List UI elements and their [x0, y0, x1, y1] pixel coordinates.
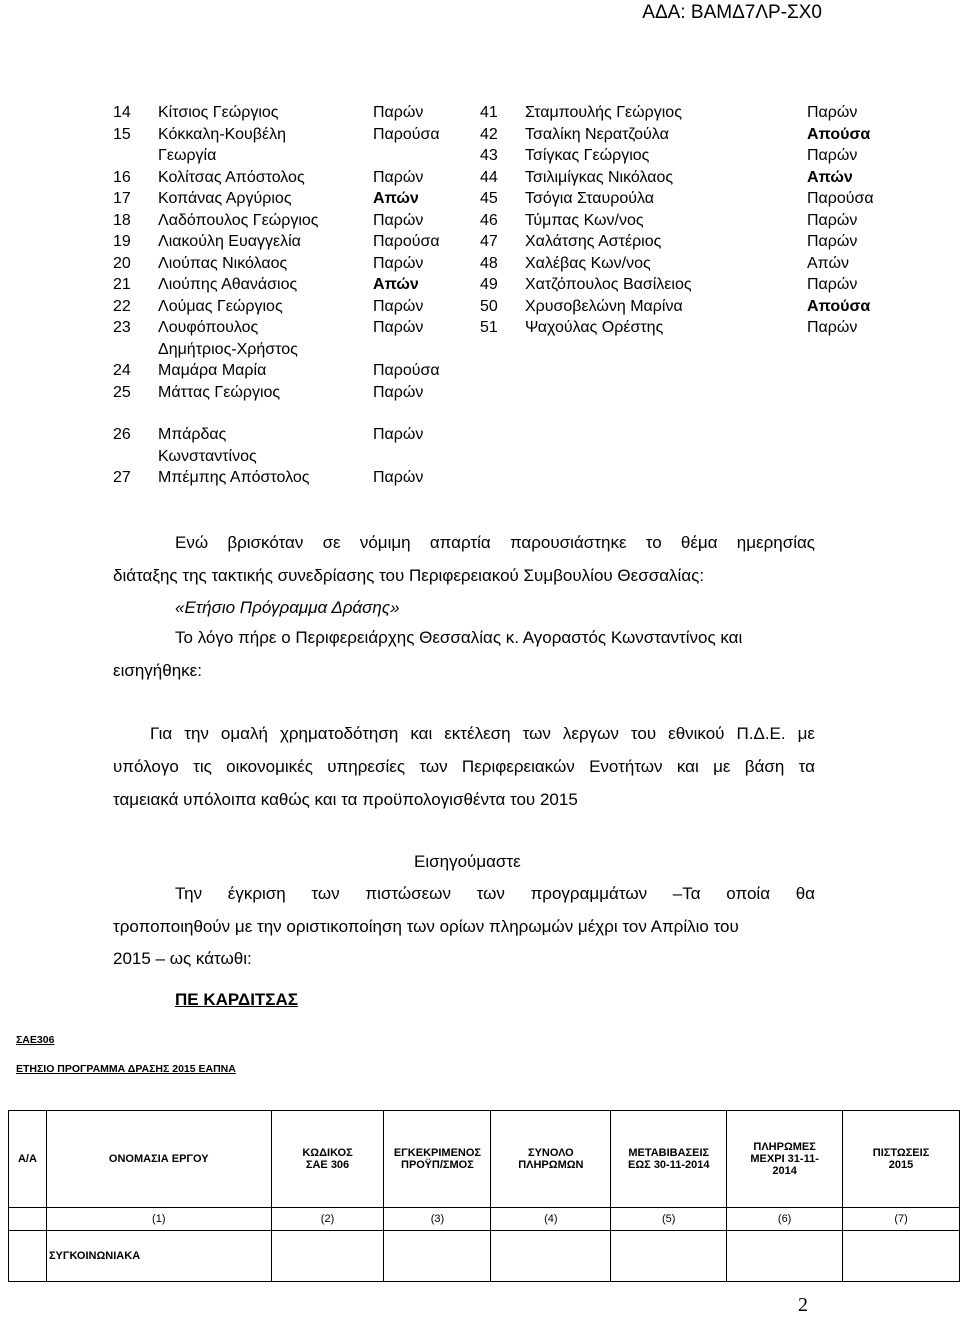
- member-number: 15: [113, 125, 131, 143]
- member-status: Παρών: [807, 147, 858, 164]
- member-name-continued: Γεωργία: [158, 147, 217, 164]
- member-number: 21: [113, 276, 131, 293]
- column-number: (7): [843, 1208, 960, 1231]
- attendance-row: [113, 124, 463, 146]
- member-number: 50: [480, 297, 498, 315]
- member-status: Παρών: [373, 254, 424, 272]
- table-header-cell: [271, 1111, 384, 1208]
- member-status: Παρών: [373, 469, 424, 486]
- table-header-cell: [491, 1111, 611, 1208]
- header-text: ΠΛΗΡΩΜΕΣ: [753, 1141, 816, 1153]
- member-number: 49: [480, 276, 498, 293]
- member-status: Παρών: [373, 383, 424, 401]
- member-status: Παρούσα: [373, 233, 440, 250]
- column-number: (2): [271, 1208, 384, 1231]
- table-header-row: [9, 1111, 960, 1208]
- member-number: 20: [113, 254, 131, 272]
- header-text: ΠΛΗΡΩΜΩΝ: [518, 1159, 584, 1171]
- member-status: Παρών: [807, 276, 858, 293]
- table-header-cell: [46, 1111, 271, 1208]
- table-cell: [727, 1231, 843, 1282]
- topic-title: «Ετήσιο Πρόγραμμα Δράσης»: [175, 598, 400, 617]
- paragraph-speaker-2: εισηγήθηκε:: [113, 661, 202, 680]
- paragraph-funding-1: Για την ομαλή χρηματοδότηση και εκτέλεση των λεργων του εθνικού Π.Δ.Ε. με: [150, 724, 815, 743]
- member-number: 45: [480, 190, 498, 207]
- member-status: Παρούσα: [373, 125, 440, 143]
- attendance-row: [480, 124, 880, 146]
- attendance-row: [113, 382, 463, 404]
- attendance-row: [480, 296, 880, 318]
- member-name: Χαλάτσης Αστέριος: [525, 233, 662, 250]
- member-status: Παρούσα: [373, 362, 440, 379]
- attendance-row: [480, 145, 880, 167]
- region-title: ΠΕ ΚΑΡΔΙΤΣΑΣ: [175, 990, 298, 1009]
- member-name: Λιούπας Νικόλαος: [158, 254, 288, 272]
- member-name: Σταμπουλής Γεώργιος: [525, 104, 682, 121]
- column-number: (5): [611, 1208, 727, 1231]
- page-number: 2: [798, 1294, 808, 1316]
- attendance-row: [113, 317, 463, 339]
- member-number: 19: [113, 233, 131, 250]
- attendance-left: [113, 102, 463, 489]
- member-status: Απών: [807, 168, 853, 186]
- member-number: 24: [113, 362, 131, 379]
- member-status: Απών: [373, 190, 419, 207]
- paragraph-intro-2: διάταξης της τακτικής συνεδρίασης του Περιφερειακού Συμβουλίου Θεσσαλίας:: [113, 566, 705, 585]
- sae-label: ΣΑΕ306: [16, 1034, 55, 1046]
- attendance-row: [113, 424, 463, 446]
- member-status: Παρούσα: [807, 190, 874, 207]
- section-label: ΣΥΓΚΟΙΝΩΝΙΑΚΑ: [46, 1231, 271, 1282]
- column-number: (4): [491, 1208, 611, 1231]
- member-number: 16: [113, 168, 131, 186]
- attendance-row-continuation: [113, 145, 463, 167]
- attendance-row: [113, 102, 463, 124]
- member-number: 47: [480, 233, 498, 250]
- member-number: 46: [480, 211, 498, 229]
- attendance-row: [480, 274, 880, 296]
- header-text: ΜΕΤΑΒΙΒΑΣΕΙΣ: [628, 1147, 710, 1159]
- attendance-row: [113, 210, 463, 232]
- member-number: 14: [113, 104, 131, 121]
- member-name: Κολίτσας Απόστολος: [158, 168, 305, 186]
- member-status: Παρών: [373, 211, 424, 229]
- header-text: ΚΩΔΙΚΟΣ: [302, 1147, 353, 1159]
- member-number: 26: [113, 426, 131, 443]
- paragraph-approval-2: τροποποιηθούν με την οριστικοποίηση των ορίων πληρωμών μέχρι τον Απρίλιο του: [113, 917, 739, 936]
- member-name: Χατζόπουλος Βασίλειος: [525, 276, 692, 293]
- member-name: Λούμας Γεώργιος: [158, 297, 283, 315]
- table-header-cell: [384, 1111, 491, 1208]
- paragraph-speaker: Το λόγο πήρε ο Περιφερειάρχης Θεσσαλίας κ. Αγοραστός Κωνσταντίνος και: [175, 628, 743, 647]
- paragraph-funding-2: υπόλογο τις οικονομικές υπηρεσίες των Περιφερειακών Ενοτήτων και με βάση τα: [113, 757, 815, 776]
- member-name: Χαλέβας Κων/νος: [525, 254, 651, 272]
- header-text: Α/Α: [17, 1153, 37, 1165]
- table-cell: [9, 1231, 47, 1282]
- header-text: 2015: [888, 1159, 914, 1171]
- member-name: Τσόγια Σταυρούλα: [525, 190, 655, 207]
- member-status: Απών: [373, 276, 419, 293]
- member-status: Απών: [807, 254, 849, 272]
- member-name: Λαδόπουλος Γεώργιος: [158, 211, 319, 229]
- paragraph-approval-3: 2015 – ως κάτωθι:: [113, 949, 252, 968]
- table-section-row: [9, 1231, 960, 1282]
- member-name: Κοπάνας Αργύριος: [158, 190, 292, 207]
- member-name-continued: Κωνσταντίνος: [158, 447, 257, 465]
- ada-header: ΑΔΑ: ΒΑΜΔ7ΛΡ-ΣΧ0: [642, 2, 822, 23]
- member-name: Τύμπας Κων/νος: [525, 211, 644, 229]
- header-text: ΕΩΣ 30-11-2014: [628, 1159, 710, 1171]
- member-number: 51: [480, 319, 498, 336]
- member-status: Παρών: [373, 297, 424, 315]
- attendance-row: [480, 167, 880, 189]
- member-number: 25: [113, 383, 131, 401]
- header-text: ΣΥΝΟΛΟ: [527, 1147, 574, 1159]
- table-cell: [9, 1208, 47, 1231]
- table-header-cell: [843, 1111, 960, 1208]
- member-status: Παρών: [807, 319, 858, 336]
- attendance-row: [113, 296, 463, 318]
- member-number: 23: [113, 319, 131, 336]
- attendance-row: [113, 274, 463, 296]
- member-name: Κόκκαλη-Κουβέλη: [158, 125, 287, 143]
- spacer: [113, 403, 463, 424]
- attendance-row-continuation: [113, 446, 463, 468]
- member-status: Παρών: [807, 233, 858, 250]
- header-text: ΠΡΟΫΠ/ΣΜΟΣ: [401, 1159, 474, 1171]
- attendance-right: [480, 102, 880, 339]
- paragraph-approval-1: Την έγκριση των πιστώσεων των προγραμμάτων –Τα οποία θα: [175, 884, 815, 903]
- member-status: Παρών: [373, 104, 424, 121]
- table-numbering-row: [9, 1208, 960, 1231]
- member-status: Παρών: [807, 104, 858, 121]
- member-status: Παρών: [373, 168, 424, 186]
- member-name: Λιακούλη Ευαγγελία: [158, 233, 301, 250]
- column-number: (3): [384, 1208, 491, 1231]
- table-cell: [843, 1231, 960, 1282]
- member-number: 17: [113, 190, 131, 207]
- member-status: Απούσα: [807, 125, 871, 143]
- header-text: ΟΝΟΜΑΣΙΑ ΕΡΓΟΥ: [108, 1153, 209, 1165]
- header-text: ΜΕΧΡΙ 31-11-: [750, 1153, 819, 1165]
- member-name: Τσιλιμίγκας Νικόλαος: [525, 168, 674, 186]
- table-cell: [491, 1231, 611, 1282]
- header-text: ΣΑΕ 306: [305, 1159, 350, 1171]
- attendance-row: [113, 360, 463, 382]
- member-number: 44: [480, 168, 498, 186]
- member-name: Λουφόπουλος: [158, 319, 259, 336]
- member-number: 42: [480, 125, 498, 143]
- member-number: 43: [480, 147, 498, 164]
- attendance-row: [480, 210, 880, 232]
- intro-line-1: Ενώ βρισκόταν σε νόμιμη απαρτία παρουσιάστηκε το θέμα ημερησίας: [175, 533, 815, 552]
- member-number: 48: [480, 254, 498, 272]
- table-header-cell: [611, 1111, 727, 1208]
- attendance-row: [480, 231, 880, 253]
- member-status: Απούσα: [807, 297, 871, 315]
- program-label: ΕΤΗΣΙΟ ΠΡΟΓΡΑΜΜΑ ΔΡΑΣΗΣ 2015 ΕΑΠΝΑ: [16, 1063, 236, 1075]
- member-name: Τσίγκας Γεώργιος: [525, 147, 650, 164]
- member-status: Παρών: [373, 319, 424, 336]
- attendance-row-continuation: [113, 339, 463, 361]
- header-text: 2014: [772, 1165, 797, 1177]
- member-name: Κίτσιος Γεώργιος: [158, 104, 279, 121]
- attendance-row: [480, 188, 880, 210]
- budget-table: [8, 1110, 960, 1282]
- column-number: (1): [46, 1208, 271, 1231]
- attendance-row: [113, 231, 463, 253]
- attendance-row: [480, 317, 880, 339]
- member-name: Μάττας Γεώργιος: [158, 383, 281, 401]
- member-status: Παρών: [807, 211, 858, 229]
- table-header-cell: [9, 1111, 47, 1208]
- attendance-row: [113, 188, 463, 210]
- member-name: Τσαλίκη Νερατζούλα: [525, 125, 669, 143]
- heading-proposal: Εισηγούμαστε: [414, 852, 521, 871]
- member-number: 27: [113, 469, 131, 486]
- member-name: Ψαχούλας Ορέστης: [525, 319, 664, 336]
- column-number: (6): [727, 1208, 843, 1231]
- member-number: 41: [480, 104, 498, 121]
- paragraph-funding-3: ταμειακά υπόλοιπα καθώς και τα προϋπολογισθέντα του 2015: [113, 790, 578, 809]
- member-number: 18: [113, 211, 131, 229]
- member-number: 22: [113, 297, 131, 315]
- member-name: Μπέμπης Απόστολος: [158, 469, 310, 486]
- table-cell: [271, 1231, 384, 1282]
- paragraph-intro-1: [113, 526, 815, 559]
- attendance-row: [113, 467, 463, 489]
- attendance-row: [113, 167, 463, 189]
- member-status: Παρών: [373, 426, 424, 443]
- member-name: Μπάρδας: [158, 426, 227, 443]
- table-cell: [384, 1231, 491, 1282]
- member-name: Λιούπης Αθανάσιος: [158, 276, 298, 293]
- member-name: Μαμάρα Μαρία: [158, 362, 267, 379]
- header-text: ΕΓΚΕΚΡΙΜΕΝΟΣ: [393, 1147, 482, 1159]
- member-name: Χρυσοβελώνη Μαρίνα: [525, 297, 683, 315]
- member-name-continued: Δημήτριος-Χρήστος: [158, 340, 298, 358]
- table-cell: [611, 1231, 727, 1282]
- header-text: ΠΙΣΤΩΣΕΙΣ: [872, 1147, 930, 1159]
- attendance-row: [113, 253, 463, 275]
- attendance-row: [480, 253, 880, 275]
- attendance-row: [480, 102, 880, 124]
- table-header-cell: [727, 1111, 843, 1208]
